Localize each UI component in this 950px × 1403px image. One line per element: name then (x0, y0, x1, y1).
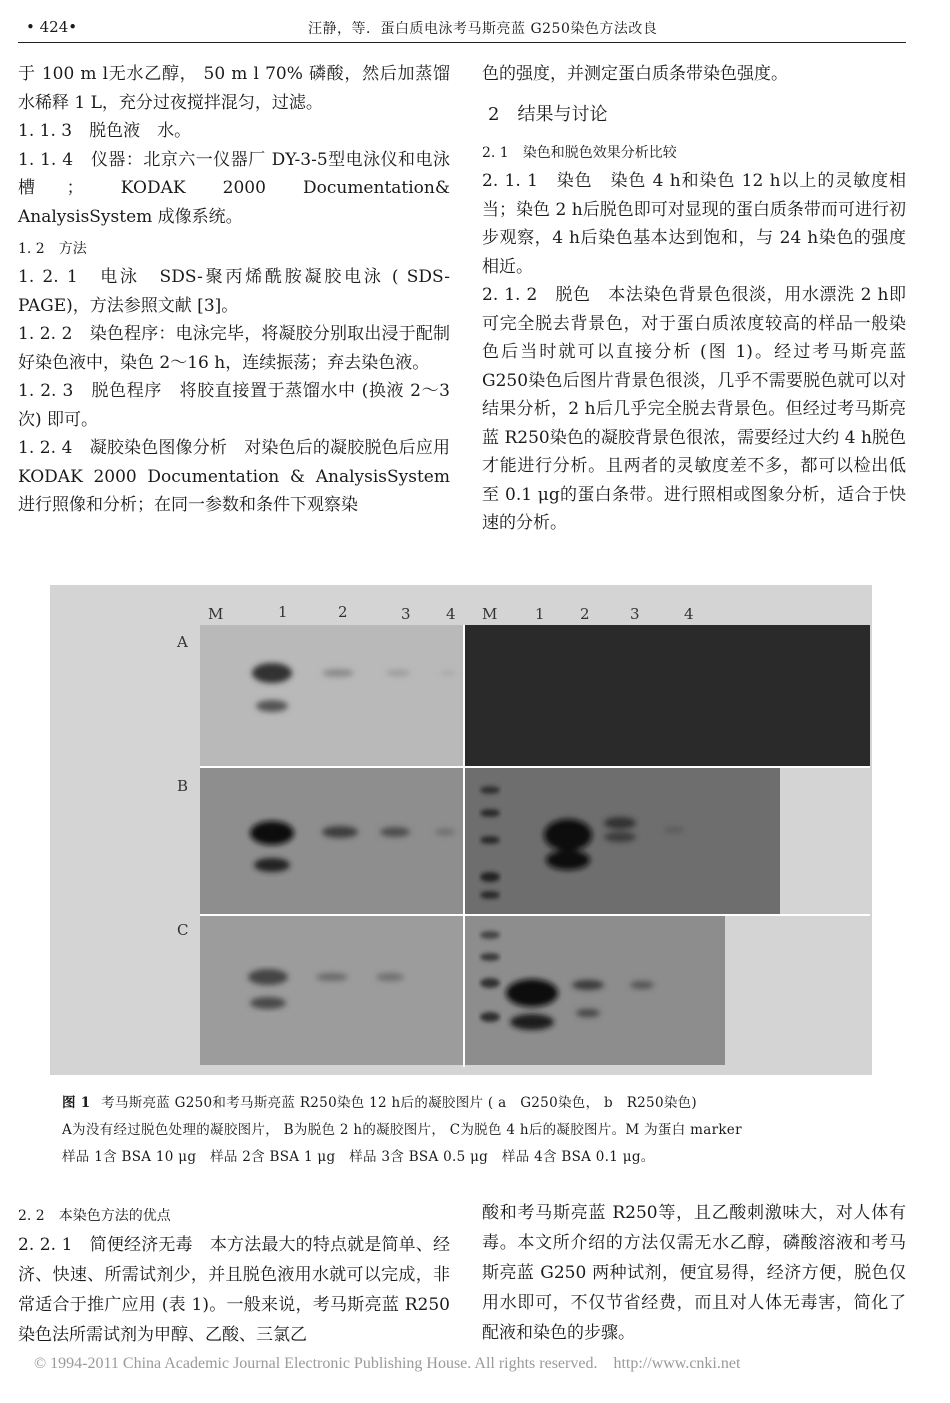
lane-label-2: 2 (580, 605, 590, 623)
gel-figure (50, 585, 872, 1075)
gel-panel-c-left (200, 915, 463, 1065)
gel-panel-c-right (465, 915, 725, 1065)
subsection-heading: 2. 2 本染色方法的优点 (18, 1208, 171, 1224)
paragraph: 1. 2. 3 脱色程序 将胶直接置于蒸馏水中 (换液 2～3次) 即可。 (18, 381, 450, 430)
subsection-heading: 2. 1 染色和脱色效果分析比较 (482, 145, 677, 161)
paragraph: 于 100 m l无水乙醇， 50 m l 70% 磷酸，然后加蒸馏水稀释 1 L，充分过夜搅拌混匀，过滤。 (18, 64, 450, 113)
left-column (18, 60, 450, 520)
paragraph: 2. 1. 1 染色 染色 4 h和染色 12 h以上的灵敏度相当；染色 2 h后脱色即可对显现的蛋白质条带而可进行初步观察，4 h后染色基本达到饱和，与 24 h染色的强度相近。 (482, 171, 906, 277)
bottom-left-column (18, 1198, 450, 1350)
running-header (18, 14, 906, 43)
lane-label-3: 3 (630, 605, 640, 623)
copyright-footer: © 1994-2011 China Academic Journal Electronic Publishing House. All rights reserved. http://www.cnki.net (34, 1355, 741, 1372)
lane-label-3: 3 (401, 605, 411, 623)
row-label-a: A (177, 633, 188, 651)
paragraph: 2. 2. 1 简便经济无毒 本方法最大的特点就是简单、经济、快速、所需试剂少，并且脱色液用水就可以完成，非常适合于推广应用 (表 1)。一般来说，考马斯亮蓝 R250染色法所需试剂为甲醇、乙酸、三氯乙 (18, 1235, 450, 1345)
figure-caption (62, 1090, 882, 1171)
running-title: 汪静，等．蛋白质电泳考马斯亮蓝 G250染色方法改良 (308, 21, 658, 37)
caption-line-3: 样品 1含 BSA 10 μg 样品 2含 BSA 1 μg 样品 3含 BSA 0.5 μg 样品 4含 BSA 0.1 μg。 (62, 1149, 655, 1165)
row-label-c: C (177, 921, 189, 939)
gel-panel-a-right (465, 625, 870, 767)
paragraph: 色的强度，并测定蛋白质条带染色强度。 (482, 64, 788, 84)
caption-line-1: 考马斯亮蓝 G250和考马斯亮蓝 R250染色 12 h后的凝胶图片 ( a G250染色， b R250染色) (101, 1095, 697, 1111)
paragraph: 1. 1. 3 脱色液 水。 (18, 121, 192, 141)
paragraph: 2. 1. 2 脱色 本法染色背景色很淡，用水漂洗 2 h即可完全脱去背景色，对于蛋白质浓度较高的样品一般染色后当时就可以直接分析 (图 1)。经过考马斯亮蓝 G250染色后图片背景色很淡，几乎不需要脱色就可以对结果分析，2 h后几乎完全脱去背景色。但经过考马斯亮蓝 R250染色的凝胶背景色很浓，需要经过大约 4 h脱色才能进行分析。且两者的灵敏度差不多，都可以检出低至 0.1 μg的蛋白条带。进行照相或图象分析，适合于快速的分析。 (482, 285, 906, 533)
lane-label-1: 1 (278, 603, 288, 621)
lane-label-m: M (482, 605, 498, 623)
lane-label-4: 4 (684, 605, 694, 623)
gel-panel-b-left (200, 768, 463, 914)
gel-panel-a-left (200, 625, 463, 767)
row-label-b: B (177, 777, 189, 795)
lane-label-4: 4 (446, 605, 456, 623)
lane-label-1: 1 (535, 605, 545, 623)
paragraph: 1. 1. 4 仪器：北京六一仪器厂 DY-3-5型电泳仪和电泳槽； KODAK 2000 Documentation& AnalysisSystem 成像系统。 (18, 149, 450, 227)
paragraph: 1. 2. 1 电泳 SDS-聚丙烯酰胺凝胶电泳 ( SDS-PAGE)，方法参照文献 [3]。 (18, 267, 450, 316)
lane-label-2: 2 (338, 603, 348, 621)
page-number: • 424• (26, 18, 78, 36)
paragraph: 1. 2. 4 凝胶染色图像分析 对染色后的凝胶脱色后应用 KODAK 2000 Documentation & AnalysisSystem 进行照像和分析；在同一参数和条件下观察染 (18, 438, 450, 515)
paragraph: 1. 2. 2 染色程序：电泳完毕，将凝胶分别取出浸于配制好染色液中，染色 2～16 h，连续振荡；弃去染色液。 (18, 324, 450, 373)
section-heading: 2 结果与讨论 (488, 103, 608, 125)
gel-image (50, 585, 872, 1075)
bottom-right-column (482, 1198, 906, 1348)
lane-label-m: M (208, 605, 224, 623)
figure-label: 图 1 (62, 1095, 91, 1111)
subsection-heading: 1. 2 方法 (18, 241, 87, 257)
caption-line-2: A为没有经过脱色处理的凝胶图片， B为脱色 2 h的凝胶图片， C为脱色 4 h后的凝胶图片。M 为蛋白 marker (62, 1122, 742, 1138)
right-column (482, 60, 906, 538)
paragraph: 酸和考马斯亮蓝 R250等，且乙酸刺激味大，对人体有毒。本文所介绍的方法仅需无水乙醇，磷酸溶液和考马斯亮蓝 G250 两种试剂，便宜易得，经济方便，脱色仅用水即可，不仅节省经费，而且对人体无毒害，简化了配液和染色的步骤。 (482, 1203, 906, 1343)
